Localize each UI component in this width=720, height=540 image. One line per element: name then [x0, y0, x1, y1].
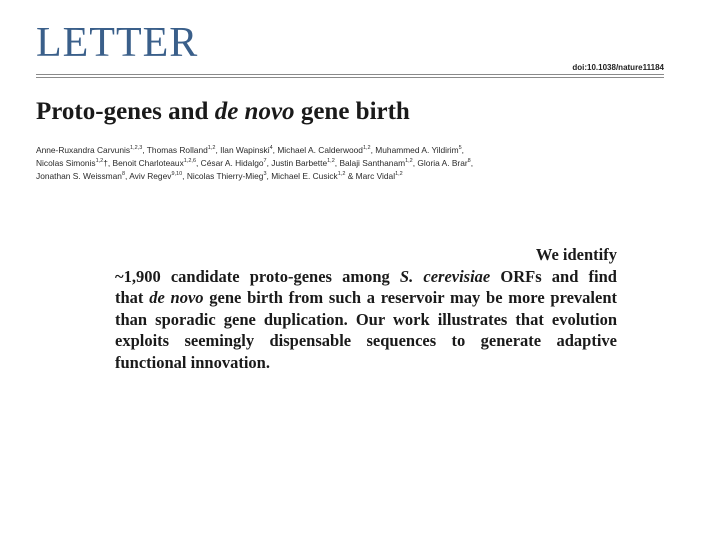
author-name: Balaji Santhanam	[339, 158, 406, 168]
author-separator: ,	[412, 158, 418, 168]
author-separator: ,	[272, 145, 278, 155]
author-name: Gloria A. Brar	[417, 158, 468, 168]
author-affiliation-marker: 1,2	[395, 171, 403, 178]
author-name: Benoit Charloteaux	[112, 158, 184, 168]
author-name: Michael A. Calderwood	[277, 145, 363, 155]
author-separator: ,	[182, 171, 187, 181]
author-separator: ,	[334, 158, 340, 168]
abstract-excerpt	[115, 244, 617, 373]
author-affiliation-marker: 1,2,6	[183, 158, 197, 165]
author-separator: ,	[142, 145, 147, 155]
abstract-text: ~1,900 candidate proto-genes among	[115, 266, 400, 286]
abstract-line: exploits seemingly dispensable sequences to generate adaptive	[115, 331, 617, 350]
author-affiliation-marker: 1,2	[405, 158, 413, 165]
author-affiliation-marker: 1,2	[207, 145, 216, 152]
abstract-line	[115, 266, 617, 288]
author-affiliation-marker: 3	[263, 171, 267, 178]
author-name: Marc Vidal	[355, 171, 396, 181]
abstract-text: ORFs and find	[490, 266, 617, 286]
abstract-species-name: S. cerevisiae	[399, 266, 491, 286]
author-separator: ,	[266, 158, 272, 168]
author-name: César A. Hidalgo	[200, 158, 264, 168]
author-line	[36, 170, 676, 183]
author-separator: ,	[370, 145, 376, 155]
journal-section-label: LETTER	[36, 20, 199, 66]
author-list	[36, 144, 676, 183]
author-name: Michael E. Cusick	[271, 171, 338, 181]
author-separator: ,	[196, 158, 201, 168]
author-affiliation-marker: 1,2	[327, 158, 335, 165]
header-rule-bottom	[36, 77, 664, 78]
author-separator: ,	[215, 145, 221, 155]
author-affiliation-marker: 1,2	[337, 171, 346, 178]
abstract-text: that	[115, 288, 150, 307]
author-affiliation-marker: 9,10	[171, 171, 183, 178]
author-name: Ilan Wapinski	[220, 145, 270, 155]
title-part: gene birth	[294, 98, 410, 125]
author-separator: &	[345, 171, 356, 181]
abstract-line: than sporadic gene duplication. Our work illustrates that evolution	[115, 309, 617, 329]
author-line	[36, 157, 676, 170]
author-affiliation-marker: 8	[467, 158, 471, 165]
author-affiliation-marker: 5	[458, 145, 462, 152]
abstract-line: We identify	[535, 245, 617, 264]
author-name: Thomas Rolland	[146, 145, 208, 155]
author-name: Muhammed A. Yildirim	[375, 145, 459, 155]
author-affiliation-marker: 4	[269, 145, 273, 152]
author-affiliation-marker: 1,2	[362, 145, 371, 152]
author-name: Nicolas Thierry-Mieg	[186, 171, 264, 181]
author-separator: ,	[470, 158, 474, 168]
article-title	[36, 98, 410, 126]
author-affiliation-marker: 8	[121, 171, 126, 178]
author-name: Nicolas Simonis	[36, 158, 96, 168]
author-name: Jonathan S. Weissman	[36, 171, 122, 181]
author-separator: ,	[266, 171, 272, 181]
title-italic-part: de novo	[214, 98, 295, 125]
author-name: Anne-Ruxandra Carvunis	[36, 145, 131, 155]
author-affiliation-marker: 7	[263, 158, 267, 165]
author-separator: ,	[461, 145, 464, 155]
abstract-italic-term: de novo	[149, 288, 204, 307]
author-affiliation-marker: 1,2	[95, 158, 104, 165]
abstract-line	[115, 287, 617, 309]
doi-label: doi:10.1038/nature11184	[572, 63, 664, 72]
author-separator: ,	[125, 171, 130, 181]
author-separator: †,	[103, 158, 113, 168]
abstract-line: functional innovation.	[115, 352, 270, 372]
author-affiliation-marker: 1,2,3	[130, 145, 143, 152]
author-line	[36, 144, 676, 157]
title-part: Proto-genes and	[36, 98, 215, 125]
author-name: Justin Barbette	[271, 158, 328, 168]
author-name: Aviv Regev	[129, 171, 172, 181]
header-rule-top	[36, 74, 664, 75]
abstract-text: gene birth from such a reservoir may be more prevalent	[203, 288, 618, 307]
